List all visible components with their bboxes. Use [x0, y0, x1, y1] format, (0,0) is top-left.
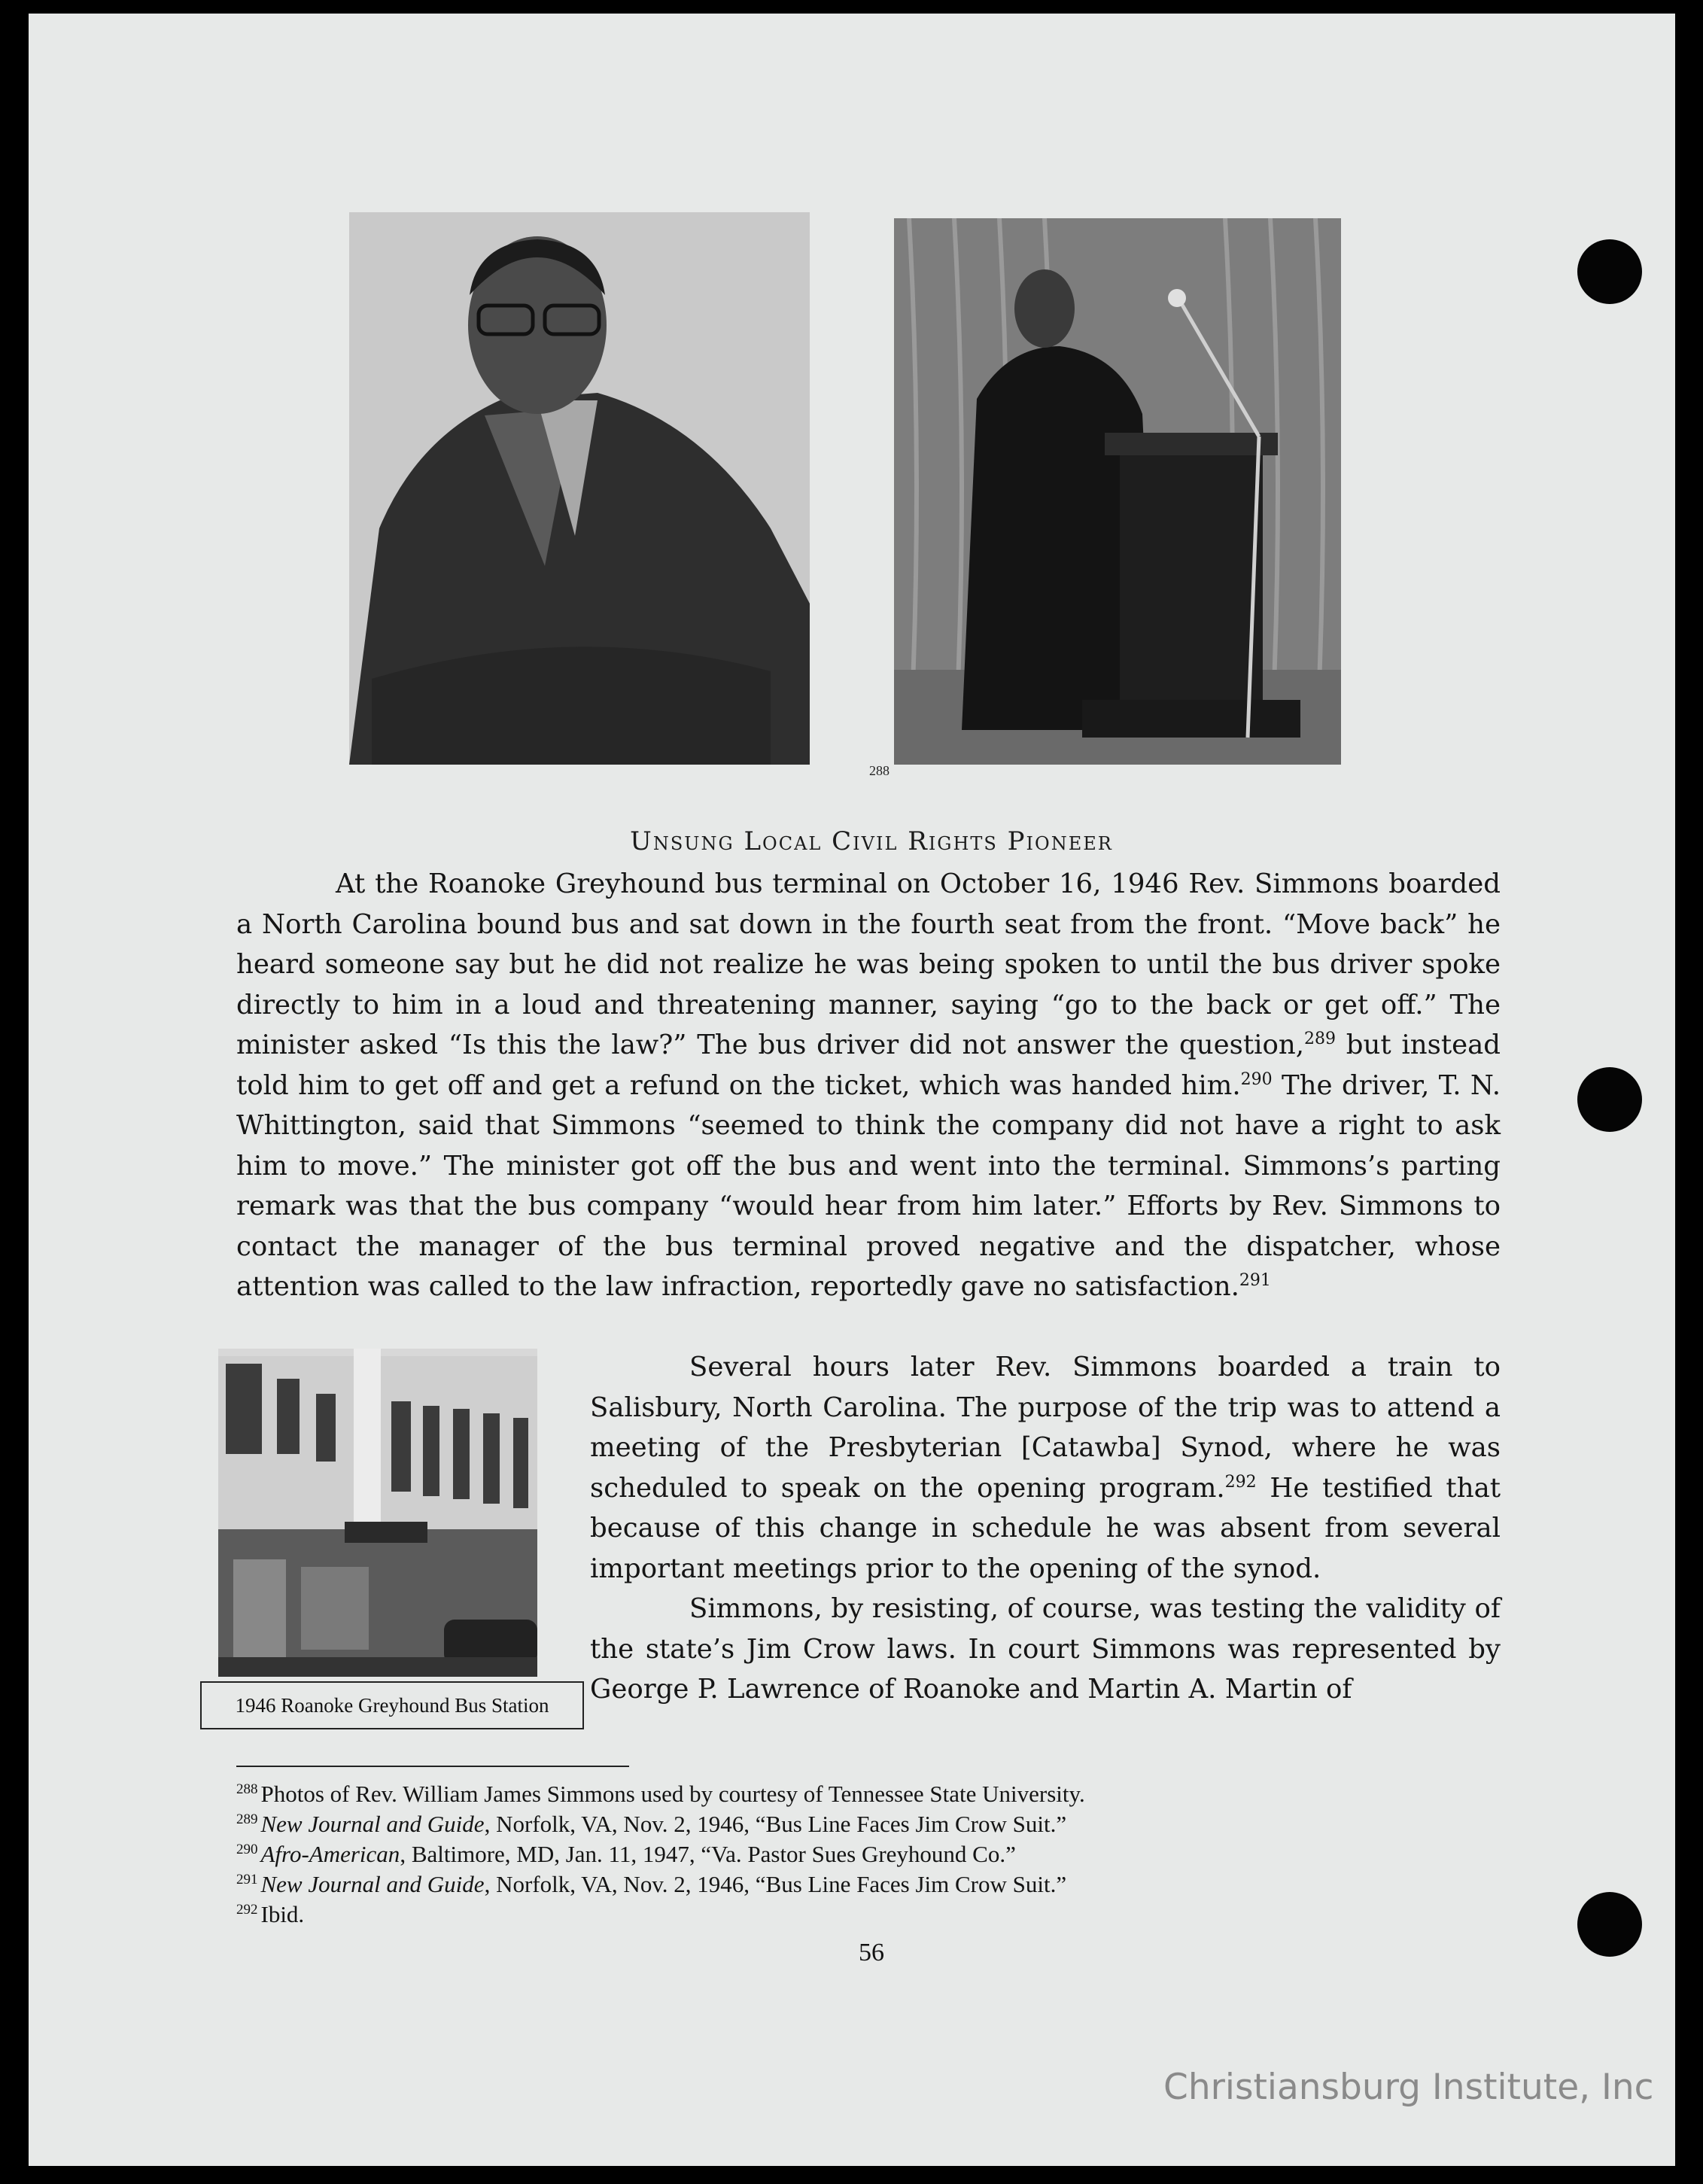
footnote-288: $^{288}$ Photos of Rev. William James Simmons used by courtesy of Tennessee State University. [236, 1781, 1085, 1807]
paragraph-3 [590, 1589, 1501, 1710]
footnote-289: $^{289}$ New Journal and Guide, Norfolk, VA, Nov. 2, 1946, “Bus Line Faces Jim Crow Suit.” [236, 1811, 1067, 1837]
paragraphs-2-3 [590, 1347, 1501, 1710]
paragraph-2 [590, 1347, 1501, 1589]
pulpit-photo [894, 218, 1341, 765]
footnote-ref-290: 290 [1240, 1069, 1273, 1089]
section-title: Unsung Local Civil Rights Pioneer [630, 826, 1113, 856]
footnote-ref-289: 289 [1304, 1030, 1337, 1049]
paragraph-2-text-a: Several hours later Rev. Simmons boarded a train to Salisbury, North Carolina. The purpose of the trip was to attend a meeting of the Presbyterian [Catawba] Synod, where he was scheduled to speak on the opening program. [590, 1352, 1501, 1504]
page-number: 56 [859, 1939, 884, 1967]
binder-hole-middle [1577, 1067, 1642, 1132]
footnote-ref-292: 292 [1224, 1472, 1257, 1492]
bus-station-photo [218, 1349, 537, 1677]
binder-hole-top [1577, 239, 1642, 304]
footnote-ref-291: 291 [1239, 1271, 1271, 1291]
paragraph-3-text: Simmons, by resisting, of course, was testing the validity of the state’s Jim Crow laws. In court Simmons was represented by George P. Lawrence of Roanoke and Martin A. Martin of [590, 1593, 1501, 1705]
footnote-292: $^{292}$ Ibid. [236, 1901, 305, 1927]
paragraph-2-text-b: He testified that because of this change in schedule he was absent from several important meetings prior to the opening of the synod. [590, 1472, 1501, 1584]
paragraph-1 [236, 864, 1501, 1307]
footnote-290: $^{290}$ Afro-American, Baltimore, MD, Jan. 11, 1947, “Va. Pastor Sues Greyhound Co.” [236, 1841, 1016, 1867]
footnotes [236, 1779, 1516, 1930]
paragraph-1-text-c: The driver, T. N. Whittington, said that Simmons “seemed to think the company did not have a right to ask him to move.” The minister got off the bus and went into the terminal. Simmons’s parting remark was that the bus company “would hear from him later.” Efforts by Rev. Simmons to contact the manager of the bus terminal proved negative and the dispatcher, whose attention was called to the law infraction, reportedly gave no satisfaction. [236, 1069, 1501, 1302]
page [29, 14, 1675, 2166]
photo-caption: 1946 Roanoke Greyhound Bus Station [200, 1681, 584, 1729]
binder-hole-bottom [1577, 1892, 1642, 1957]
footnote-291: $^{291}$ New Journal and Guide, Norfolk, VA, Nov. 2, 1946, “Bus Line Faces Jim Crow Suit.” [236, 1871, 1067, 1897]
portrait-photo [349, 212, 810, 765]
paragraph-1-text-b: but instead told him to get off and get a refund on the ticket, which was handed him. [236, 1030, 1501, 1101]
photo-footnote-marker: 288 [869, 763, 890, 778]
footnote-separator [236, 1766, 629, 1767]
paragraph-1-text-a: At the Roanoke Greyhound bus terminal on October 16, 1946 Rev. Simmons boarded a North Carolina bound bus and sat down in the fourth seat from the front. “Move back” he heard someone say but he did not realize he was being spoken to until the bus driver spoke directly to him in a loud and threatening manner, saying “go to the back or get off.” The minister asked “Is this the law?” The bus driver did not answer the question, [236, 868, 1501, 1060]
watermark: Christiansburg Institute, Inc [1163, 2067, 1654, 2108]
